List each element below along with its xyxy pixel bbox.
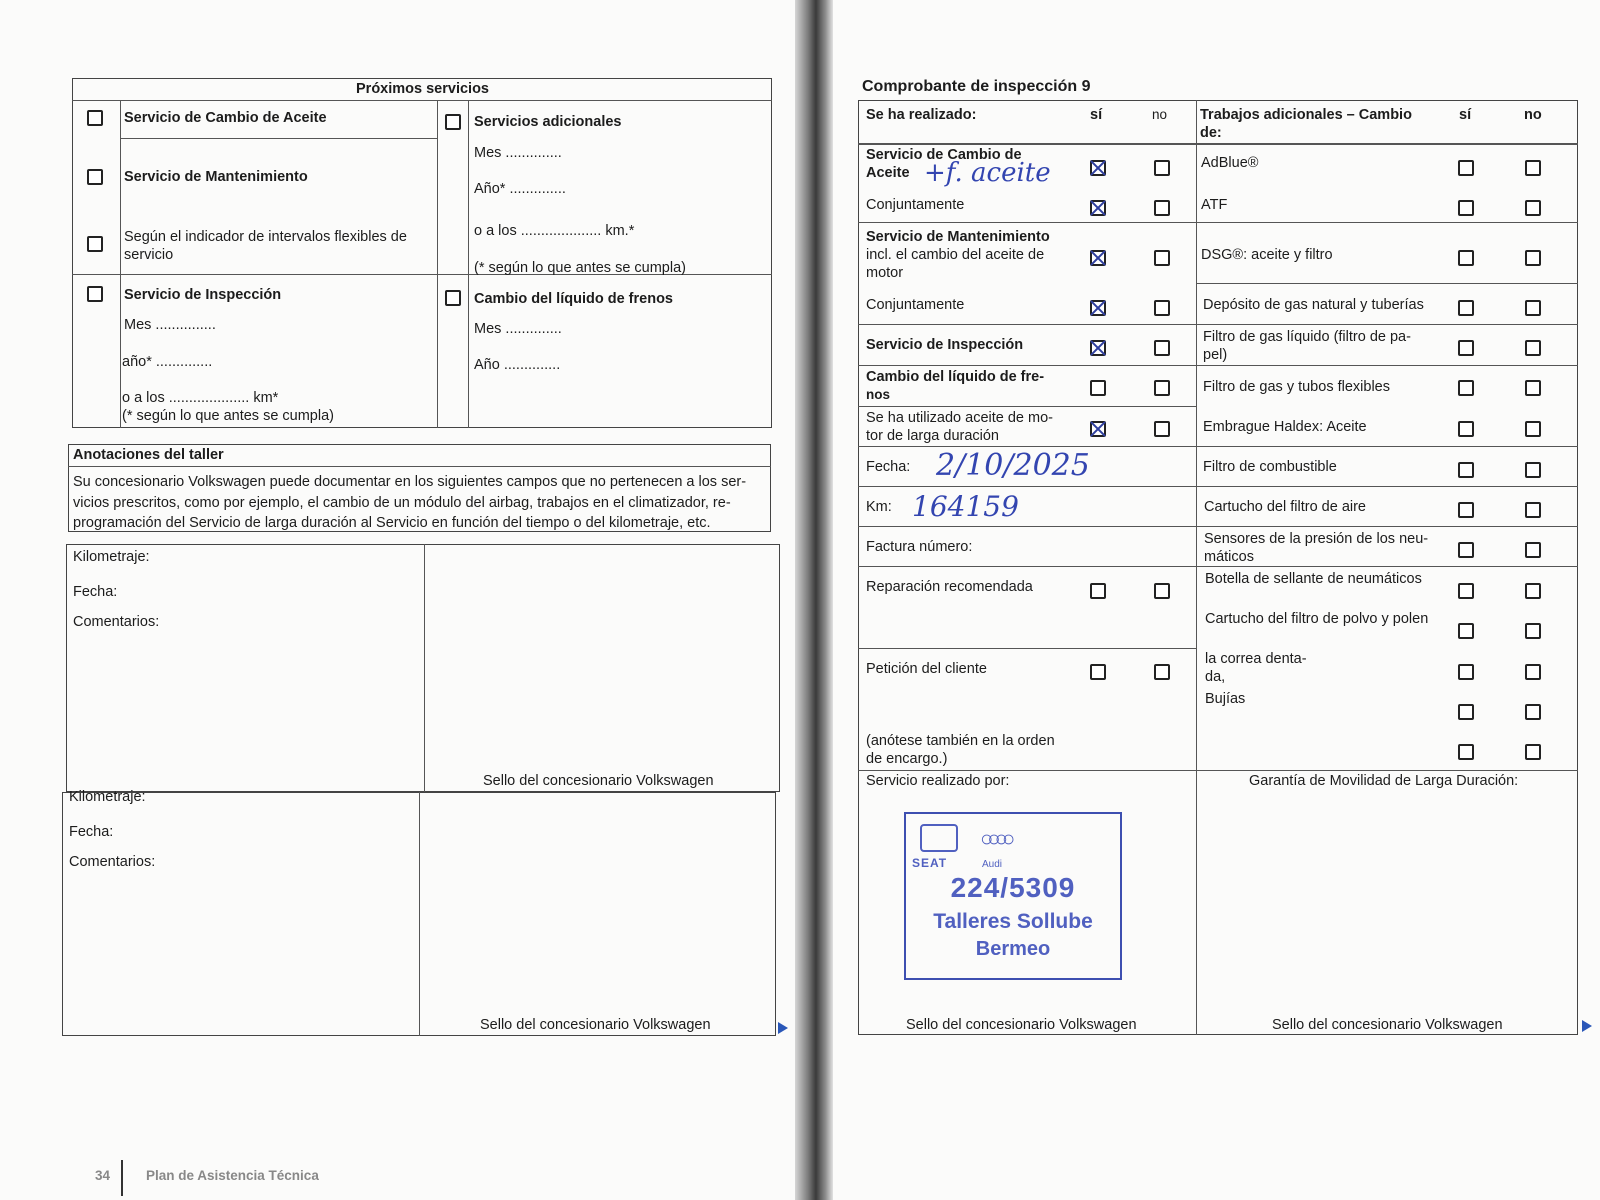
divider (1196, 100, 1197, 1035)
tire-sealant-no-checkbox[interactable] (1525, 583, 1541, 599)
timing-belt-label-1: la correa denta- (1205, 651, 1307, 667)
dealer-seal-label-left: Sello del concesionario Volkswagen (906, 1017, 1137, 1033)
oil-service-label: Servicio de Cambio de Aceite (124, 110, 327, 126)
extras-no-header: no (1524, 107, 1542, 123)
air-filter-yes-checkbox[interactable] (1458, 502, 1474, 518)
divider (1196, 566, 1578, 567)
oil-service-checkbox[interactable] (87, 110, 103, 126)
maintenance-jointly-yes-checkbox[interactable] (1090, 300, 1106, 316)
extras-header-1: Trabajos adicionales – Cambio (1200, 107, 1412, 123)
lpg-filter-yes-checkbox[interactable] (1458, 340, 1474, 356)
seat-logo-icon (920, 824, 958, 852)
extras-header-2: de: (1200, 125, 1222, 141)
haldex-label: Embrague Haldex: Aceite (1203, 419, 1367, 435)
haldex-no-checkbox[interactable] (1525, 421, 1541, 437)
brake-fluid-label: Cambio del líquido de frenos (474, 291, 673, 307)
entry1-comments-label: Comentarios: (73, 614, 160, 630)
tire-sealant-yes-checkbox[interactable] (1458, 583, 1474, 599)
divider (858, 365, 1196, 366)
workshop-notes-line2: vicios prescritos, como por ejemplo, el cambio de un módulo del airbag, trabajos en el climatizador, re- (73, 495, 731, 511)
haldex-yes-checkbox[interactable] (1458, 421, 1474, 437)
pollen-filter-label: Cartucho del filtro de polvo y polen (1205, 611, 1429, 627)
done-no-header: no (1152, 107, 1168, 122)
extras-yes-header: sí (1459, 107, 1472, 123)
stamp-brand-seat: SEAT (912, 856, 948, 870)
workshop-notes-line3: programación del Servicio de larga duración al Servicio en función del tiempo o del kilometraje, etc. (73, 515, 711, 531)
oil-jointly-no-checkbox[interactable] (1154, 200, 1170, 216)
note-order-label-1: (anótese también en la orden (866, 733, 1055, 749)
lpg-filter-label-2: pel) (1203, 347, 1228, 363)
customer-request-label: Petición del cliente (866, 661, 987, 677)
divider (858, 324, 1196, 325)
brake-fluid-year: Año .............. (474, 357, 561, 373)
entry1-km-label: Kilometraje: (73, 549, 150, 565)
oil-change-no-checkbox[interactable] (1154, 160, 1170, 176)
brake-fluid-no-checkbox[interactable] (1154, 380, 1170, 396)
longlife-oil-no-checkbox[interactable] (1154, 421, 1170, 437)
adblue-yes-checkbox[interactable] (1458, 160, 1474, 176)
divider (858, 566, 1196, 567)
customer-request-yes-checkbox[interactable] (1090, 664, 1106, 680)
flexible-interval-checkbox[interactable] (87, 236, 103, 252)
atf-no-checkbox[interactable] (1525, 200, 1541, 216)
brake-fluid-change-label-1: Cambio del líquido de fre- (866, 369, 1045, 385)
oil-change-label-1: Servicio de Cambio de (866, 147, 1022, 163)
spark-plugs-no-checkbox[interactable] (1525, 704, 1541, 720)
flexible-interval-label: Según el indicador de intervalos flexibles de servicio (124, 229, 407, 263)
maintenance-yes-checkbox[interactable] (1090, 250, 1106, 266)
gas-hoses-yes-checkbox[interactable] (1458, 380, 1474, 396)
timing-belt-no-checkbox[interactable] (1525, 664, 1541, 680)
page-number: 34 (95, 1168, 111, 1183)
lpg-filter-label-1: Filtro de gas líquido (filtro de pa- (1203, 329, 1411, 345)
maintenance-checkbox[interactable] (87, 169, 103, 185)
divider (858, 222, 1196, 223)
divider (858, 526, 1196, 527)
inspection-yes-checkbox[interactable] (1090, 340, 1106, 356)
divider (121, 1160, 123, 1196)
gas-hoses-label: Filtro de gas y tubos flexibles (1203, 379, 1390, 395)
divider (858, 486, 1196, 487)
divider (858, 446, 1196, 447)
adblue-label: AdBlue® (1201, 155, 1259, 171)
lpg-filter-no-checkbox[interactable] (1525, 340, 1541, 356)
book-gutter (795, 0, 833, 1200)
entry2-date-label: Fecha: (69, 824, 114, 840)
divider (1196, 365, 1578, 366)
additional-month: Mes .............. (474, 145, 562, 161)
spark-plugs-yes-checkbox[interactable] (1458, 704, 1474, 720)
atf-label: ATF (1201, 197, 1228, 213)
maintenance-no-checkbox[interactable] (1154, 250, 1170, 266)
timing-belt-label-2: da, (1205, 669, 1226, 685)
additional-services-label: Servicios adicionales (474, 114, 622, 130)
longlife-oil-label-2: tor de larga duración (866, 428, 999, 444)
maintenance-label-2: incl. el cambio del aceite de (866, 247, 1045, 263)
additional-year: Año* .............. (474, 181, 566, 197)
note-order-label-2: de encargo.) (866, 751, 948, 767)
divider (120, 138, 437, 139)
adblue-no-checkbox[interactable] (1525, 160, 1541, 176)
dealer-stamp (904, 812, 1122, 980)
invoice-number-label: Factura número: (866, 539, 973, 555)
natural-gas-label: Depósito de gas natural y tuberías (1203, 297, 1424, 313)
stamp-city: Bermeo (975, 938, 1051, 960)
maintenance-label-3: motor (866, 265, 904, 281)
divider (419, 792, 420, 1036)
divider (858, 406, 1196, 407)
continue-arrow-left (778, 1022, 788, 1034)
continue-arrow-right (1582, 1020, 1592, 1032)
mobility-warranty-label: Garantía de Movilidad de Larga Duración: (1249, 773, 1519, 789)
entry2-km-label: Kilometraje: (69, 789, 146, 805)
service-by-label: Servicio realizado por: (866, 773, 1010, 789)
additional-note: (* según lo que antes se cumpla) (474, 260, 686, 276)
oil-change-yes-checkbox[interactable] (1090, 160, 1106, 176)
audi-rings-icon: ○○○○ (980, 826, 1010, 851)
natural-gas-yes-checkbox[interactable] (1458, 300, 1474, 316)
km-label: Km: (866, 499, 892, 515)
divider (1196, 446, 1578, 447)
entry1-seal-label: Sello del concesionario Volkswagen (483, 773, 714, 789)
inspection-service-label: Servicio de Inspección (866, 337, 1024, 353)
additional-services-checkbox[interactable] (445, 114, 461, 130)
air-filter-no-checkbox[interactable] (1525, 502, 1541, 518)
divider (72, 100, 772, 101)
maintenance-jointly-no-checkbox[interactable] (1154, 300, 1170, 316)
next-services-title: Próximos servicios (356, 81, 489, 97)
workshop-entry-1 (66, 544, 780, 792)
longlife-oil-label-1: Se ha utilizado aceite de mo- (866, 410, 1053, 426)
divider (468, 100, 469, 428)
divider (1196, 222, 1578, 223)
workshop-notes-line1: Su concesionario Volkswagen puede documentar en los siguientes campos que no pertenecen a los ser- (73, 474, 747, 490)
inspection-checkbox[interactable] (87, 286, 103, 302)
air-filter-label: Cartucho del filtro de aire (1204, 499, 1366, 515)
divider (858, 770, 1578, 771)
fuel-filter-no-checkbox[interactable] (1525, 462, 1541, 478)
inspection-km: o a los .................... km* (122, 390, 279, 406)
gas-hoses-no-checkbox[interactable] (1525, 380, 1541, 396)
divider (1196, 324, 1578, 325)
natural-gas-no-checkbox[interactable] (1525, 300, 1541, 316)
done-header: Se ha realizado: (866, 107, 977, 123)
maintenance-label-1: Servicio de Mantenimiento (866, 229, 1050, 245)
inspection-month: Mes ............... (124, 317, 216, 333)
blank-extra-no-checkbox[interactable] (1525, 744, 1541, 760)
oil-change-label-2: Aceite (866, 165, 910, 181)
divider (437, 100, 438, 428)
tire-sensors-yes-checkbox[interactable] (1458, 542, 1474, 558)
recommended-repair-yes-checkbox[interactable] (1090, 583, 1106, 599)
atf-yes-checkbox[interactable] (1458, 200, 1474, 216)
divider (424, 544, 425, 792)
divider (1196, 486, 1578, 487)
dsg-yes-checkbox[interactable] (1458, 250, 1474, 266)
dsg-no-checkbox[interactable] (1525, 250, 1541, 266)
tire-sensors-label-2: máticos (1204, 549, 1254, 565)
tire-sensors-label-1: Sensores de la presión de los neu- (1204, 531, 1429, 547)
divider (1196, 526, 1578, 527)
divider (120, 100, 121, 428)
maintenance-label: Servicio de Mantenimiento (124, 169, 308, 185)
divider (858, 143, 1578, 145)
spark-plugs-label: Bujías (1205, 691, 1246, 707)
fuel-filter-yes-checkbox[interactable] (1458, 462, 1474, 478)
maintenance-jointly-label: Conjuntamente (866, 297, 965, 313)
longlife-oil-yes-checkbox[interactable] (1090, 421, 1106, 437)
stamp-dealer-name: Talleres Sollube (933, 910, 1093, 933)
tire-sensors-no-checkbox[interactable] (1525, 542, 1541, 558)
brake-fluid-checkbox[interactable] (445, 290, 461, 306)
entry1-date-label: Fecha: (73, 584, 118, 600)
divider (858, 648, 1196, 649)
footer-title: Plan de Asistencia Técnica (146, 1168, 319, 1183)
divider (1196, 283, 1578, 284)
date-label: Fecha: (866, 459, 911, 475)
pollen-filter-yes-checkbox[interactable] (1458, 623, 1474, 639)
handwritten-km: 164159 (912, 490, 1019, 523)
oil-jointly-yes-checkbox[interactable] (1090, 200, 1106, 216)
recommended-repair-no-checkbox[interactable] (1154, 583, 1170, 599)
timing-belt-yes-checkbox[interactable] (1458, 664, 1474, 680)
workshop-notes-title: Anotaciones del taller (73, 447, 224, 463)
inspection-note: (* según lo que antes se cumpla) (122, 408, 334, 424)
handwritten-date: 2/10/2025 (936, 448, 1090, 483)
customer-request-no-checkbox[interactable] (1154, 664, 1170, 680)
inspection-year: año* .............. (122, 354, 213, 370)
brake-fluid-change-label-2: nos (866, 387, 891, 402)
additional-km: o a los .................... km.* (474, 223, 635, 239)
recommended-repair-label: Reparación recomendada (866, 579, 1033, 595)
stamp-code: 224/5309 (950, 872, 1076, 903)
tire-sealant-label: Botella de sellante de neumáticos (1205, 571, 1422, 587)
entry2-comments-label: Comentarios: (69, 854, 156, 870)
entry2-seal-label: Sello del concesionario Volkswagen (480, 1017, 711, 1033)
dsg-label: DSG®: aceite y filtro (1201, 247, 1333, 263)
inspection-voucher-title: Comprobante de inspección 9 (862, 78, 1091, 95)
blank-extra-yes-checkbox[interactable] (1458, 744, 1474, 760)
brake-fluid-yes-checkbox[interactable] (1090, 380, 1106, 396)
inspection-no-checkbox[interactable] (1154, 340, 1170, 356)
stamp-brand-audi: Audi (982, 859, 1003, 870)
oil-jointly-label: Conjuntamente (866, 197, 965, 213)
dealer-seal-label-right: Sello del concesionario Volkswagen (1272, 1017, 1503, 1033)
divider (68, 466, 771, 467)
inspection-label: Servicio de Inspección (124, 287, 282, 303)
brake-fluid-month: Mes .............. (474, 321, 562, 337)
pollen-filter-no-checkbox[interactable] (1525, 623, 1541, 639)
fuel-filter-label: Filtro de combustible (1203, 459, 1337, 475)
oil-change-handwritten-note: +f. aceite (924, 158, 1051, 188)
done-yes-header: sí (1090, 107, 1103, 123)
